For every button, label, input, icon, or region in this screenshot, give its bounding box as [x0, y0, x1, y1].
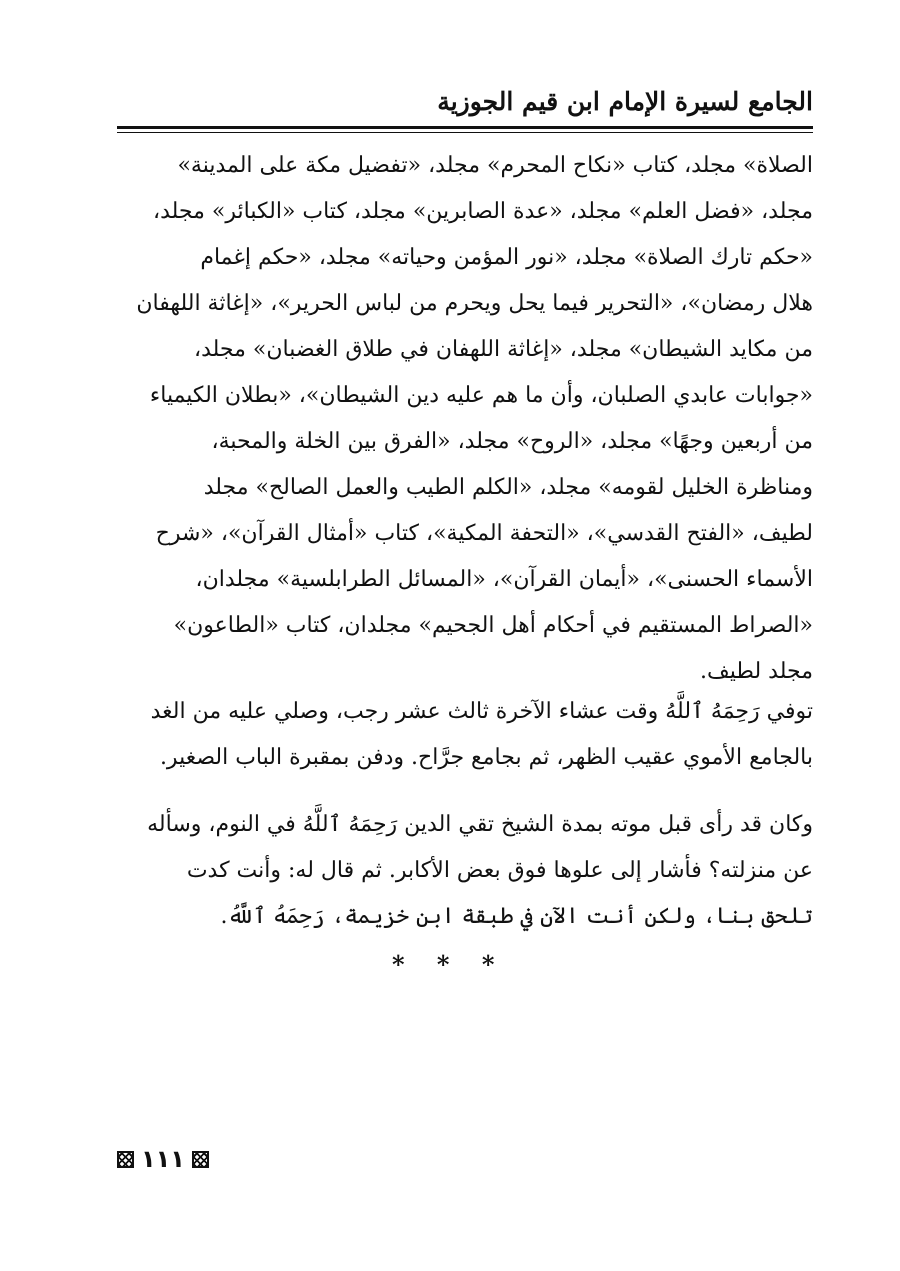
paragraph-line: تلحق بنا، ولكن أنت الآن في طبقة ابن خزيمة، رَحِمَهُ ٱللَّهُ.	[220, 904, 813, 929]
paragraph-line: مجلد، «فضل العلم» مجلد، «عدة الصابرين» مجلد، كتاب «الكبائر» مجلد،	[153, 199, 813, 224]
paragraph-line: عن منزلته؟ فأشار إلى علوها فوق بعض الأكابر. ثم قال له: وأنت كدت	[186, 858, 813, 883]
paragraph-line: من مكايد الشيطان» مجلد، «إغاثة اللهفان في طلاق الغضبان» مجلد،	[193, 337, 813, 362]
paragraph-line: الأسماء الحسنى»، «أيمان القرآن»، «المسائل الطرابلسية» مجلدان،	[195, 567, 813, 592]
paragraph-line: هلال رمضان»، «التحرير فيما يحل ويحرم من لباس الحرير»، «إغاثة اللهفان	[136, 291, 813, 316]
ornament-right-icon	[192, 1151, 209, 1168]
paragraph-line: وكان قد رأى قبل موته بمدة الشيخ تقي الدين رَحِمَهُ ٱللَّهُ في النوم، وسأله	[147, 812, 813, 837]
paragraph-line: ومناظرة الخليل لقومه» مجلد، «الكلم الطيب والعمل الصالح» مجلد	[203, 475, 813, 500]
paragraph-line: من أربعين وجهًا» مجلد، «الروح» مجلد، «الفرق بين الخلة والمحبة،	[211, 429, 813, 454]
paragraph-line: بالجامع الأموي عقيب الظهر، ثم بجامع جرَّاح. ودفن بمقبرة الباب الصغير.	[159, 745, 813, 770]
page-number-block	[117, 1142, 209, 1176]
header-rule-thin	[117, 132, 813, 133]
paragraph-line: «حكم تارك الصلاة» مجلد، «نور المؤمن وحياته» مجلد، «حكم إغمام	[200, 245, 813, 270]
paragraph-line: «الصراط المستقيم في أحكام أهل الجحيم» مجلدان، كتاب «الطاعون»	[173, 613, 813, 638]
death-paragraph	[117, 689, 813, 781]
dream-paragraph	[117, 802, 813, 940]
running-title: الجامع لسيرة الإمام ابن قيم الجوزية	[437, 87, 813, 116]
paragraph-line: توفي رَحِمَهُ ٱللَّهُ وقت عشاء الآخرة ثالث عشر رجب، وصلي عليه من الغد	[150, 699, 813, 724]
paragraph-line: «جوابات عابدي الصلبان، وأن ما هم عليه دين الشيطان»، «بطلان الكيمياء	[149, 383, 813, 408]
header-rule-thick	[117, 126, 813, 129]
ornament-left-icon	[117, 1151, 134, 1168]
paragraph-line: لطيف، «الفتح القدسي»، «التحفة المكية»، كتاب «أمثال القرآن»، «شرح	[155, 521, 813, 546]
paragraph-line: مجلد لطيف.	[700, 659, 813, 684]
book-list-paragraph	[117, 143, 813, 695]
page-number: ١١١	[141, 1145, 185, 1173]
section-separator: * * *	[392, 950, 507, 979]
paragraph-line: الصلاة» مجلد، كتاب «نكاح المحرم» مجلد، «تفضيل مكة على المدينة»	[177, 153, 813, 178]
